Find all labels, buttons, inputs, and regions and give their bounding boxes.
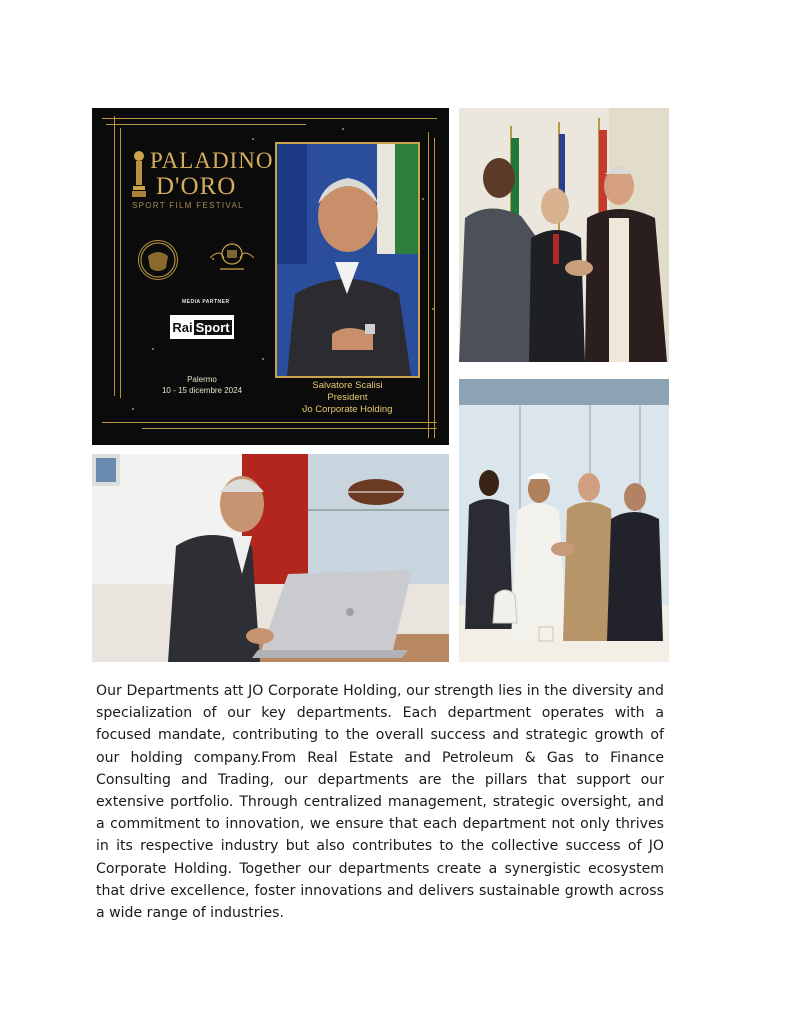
president-caption: Salvatore Scalisi President Jo Corporate Holding [302,380,393,415]
photo-image [92,454,449,662]
poster-frame-line [114,116,115,396]
poster-frame-line [102,422,437,423]
portrait-illustration [277,144,418,376]
poster-frame-line [434,138,435,438]
poster-frame-line [120,128,121,398]
festival-title: PALADINO D'ORO [150,148,274,200]
media-partner-label: MEDIA PARTNER [182,299,230,305]
poster-frame-line [428,132,429,438]
jo-corporate-emblem-logo [210,238,254,276]
departments-paragraph: Our Departments att JO Corporate Holding, our strength lies in the diversity and specialization of our key departments. Each department operates with a focused mandate, contributing to the overall success and strategic growth of our holding company.From Real Estate and Petroleum & Gas to Finance Consulting and Trading, our departments are the pillars that support our extensive portfolio. Through centralized management, strategic oversight, and a commitment to innovation, we ensure that each department not only thrives in its respective industry but also contributes to the collective success of JO Corporate Holding. Together our departments create a synergistic ecosystem that drive excellence, foster innovations and delivers sustainable growth across a wide range of industries. [96,683,664,922]
rai-sport-logo: Rai Sport [170,315,234,339]
handshake-flags-photo [459,108,669,362]
poster-frame-line [102,118,437,119]
office-meeting-photo [459,379,669,662]
festival-poster [92,108,449,445]
laptop-desk-photo [92,454,449,662]
festival-subtitle: SPORT FILM FESTIVAL [132,201,244,210]
poster-frame-line [106,124,306,125]
president-portrait [275,142,420,378]
photo-image [459,108,669,362]
toros-emblem-logo [138,240,178,280]
poster-frame-line [142,428,437,429]
photo-image [459,379,669,662]
festival-location-dates: Palermo 10 - 15 dicembre 2024 [161,375,243,395]
